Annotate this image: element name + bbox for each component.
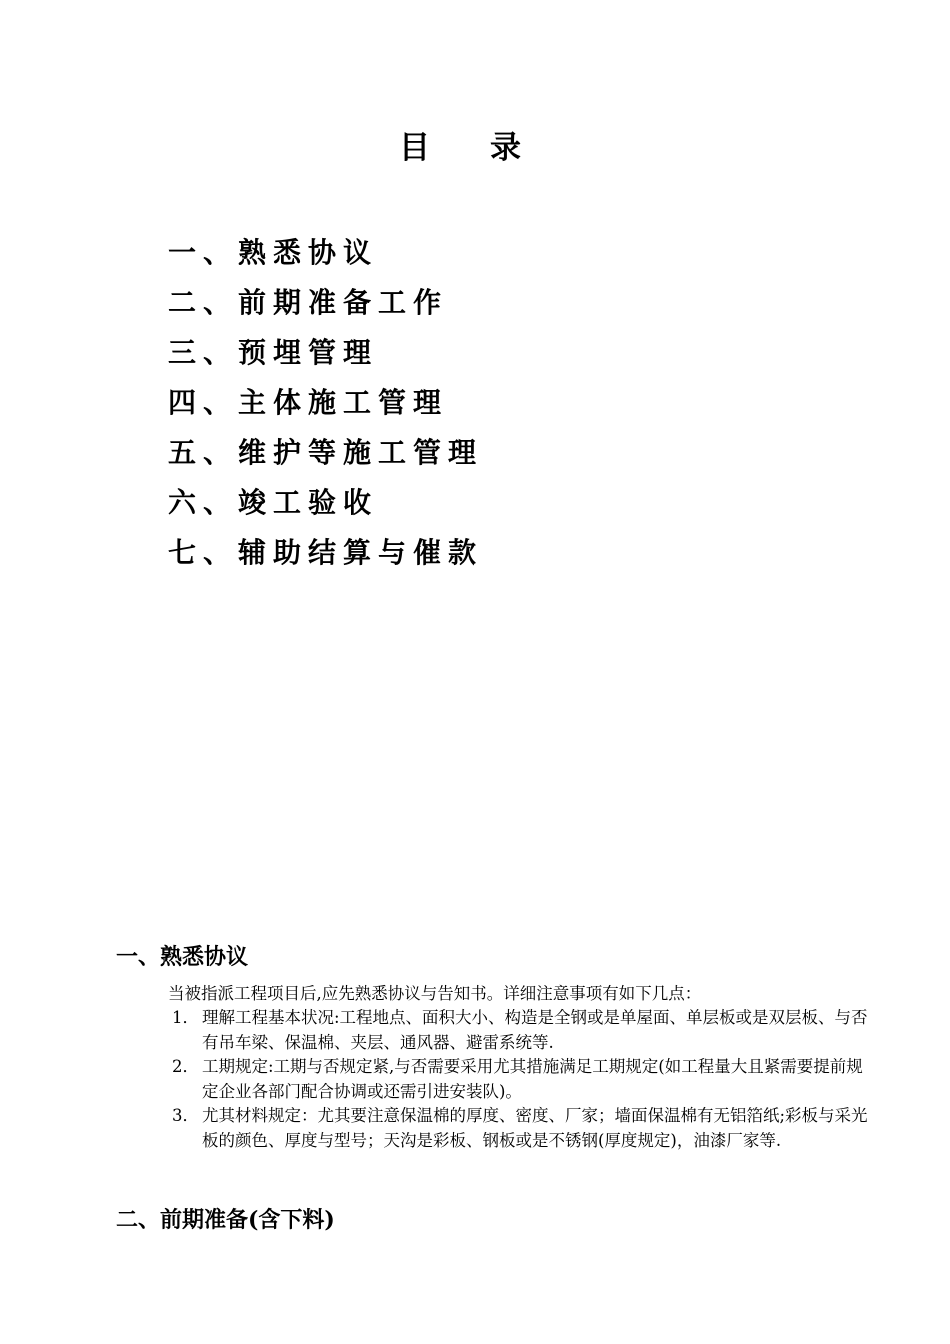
section-1-list	[172, 1006, 872, 1153]
toc-item-5: 五、维护等施工管理	[168, 436, 484, 469]
list-item-number: 3．	[172, 1106, 199, 1125]
list-item-text: 工期规定:工期与否规定紧,与否需要采用尤其措施满足工期规定(如工程量大且紧需要提前规定企业各部门配合协调或还需引进安装队)。	[202, 1057, 863, 1101]
list-item-text: 尤其材料规定：尤其要注意保温棉的厚度、密度、厂家；墙面保温棉有无铝箔纸;彩板与采光板的颜色、厚度与型号；天沟是彩板、钢板或是不锈钢(厚度规定)，油漆厂家等.	[202, 1106, 868, 1150]
section-2-heading: 二、前期准备(含下料)	[116, 1207, 335, 1233]
toc-item-6: 六、竣工验收	[168, 486, 379, 519]
list-item-number: 1．	[172, 1008, 199, 1027]
toc-item-1: 一、熟悉协议	[168, 236, 379, 269]
section-1-heading: 一、熟悉协议	[116, 944, 249, 970]
toc-item-3: 三、预埋管理	[168, 336, 379, 369]
toc-title: 目录	[399, 130, 581, 166]
toc-item-4: 四、主体施工管理	[168, 386, 449, 419]
list-item-number: 2．	[172, 1057, 199, 1076]
toc-list	[168, 228, 483, 578]
toc-item-7: 七、辅助结算与催款	[168, 536, 484, 569]
section-1-intro: 当被指派工程项目后,应先熟悉协议与告知书。详细注意事项有如下几点：	[168, 984, 702, 1003]
toc-item-2: 二、前期准备工作	[168, 286, 449, 319]
list-item	[172, 1006, 872, 1055]
list-item	[172, 1104, 872, 1153]
list-item	[172, 1055, 872, 1104]
list-item-text: 理解工程基本状况:工程地点、面积大小、构造是全钢或是单屋面、单层板或是双层板、与否有吊车梁、保温棉、夹层、通风器、避雷系统等.	[202, 1008, 868, 1052]
